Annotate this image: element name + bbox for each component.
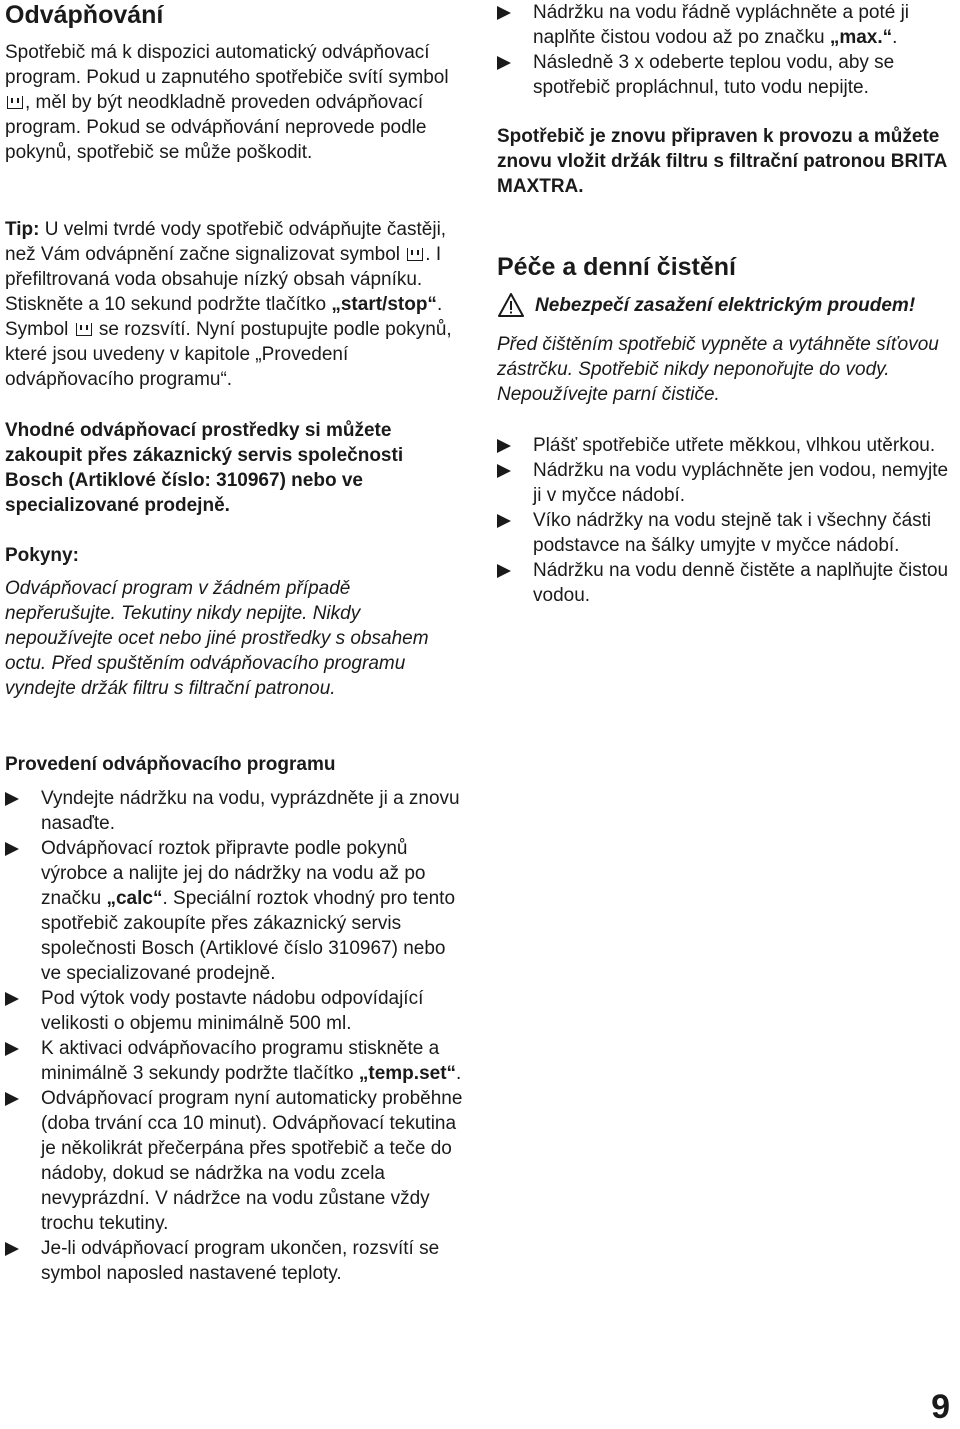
list-item [497, 433, 955, 458]
section-title-descaling: Odvápňování [5, 1, 164, 29]
warning-triangle-icon [497, 292, 525, 318]
notes-text: Odvápňovací program v žádném případě nepřerušujte. Tekutiny nikdy nepijte. Nikdy nepoužívejte ocet nebo jiné prostředky s obsahem octu. Před spuštěním odvápňovacího programu vyndejte držák filtru s filtrační patronou. [5, 578, 429, 699]
section-title-care: Péče a denní čistění [497, 253, 736, 281]
rinse-steps-list [497, 0, 955, 100]
descale-symbol-icon [407, 248, 423, 261]
arrow-bullet-icon [497, 439, 511, 453]
arrow-bullet-icon [5, 1042, 19, 1056]
arrow-bullet-icon [5, 1242, 19, 1256]
list-item [497, 0, 955, 50]
program-steps-list [5, 786, 465, 1286]
ready-paragraph: Spotřebič je znovu připraven k provozu a můžete znovu vložit držák filtru s filtrační patronou BRITA MAXTRA. [497, 126, 947, 197]
arrow-bullet-icon [497, 464, 511, 478]
step-text: Nádržku na vodu řádně vypláchněte a poté ji naplňte čistou vodou až po značku [533, 2, 910, 48]
tip-text-1: U velmi tvrdé vody spotřebič odvápňujte častěji, než Vám odvápnění začne signalizovat symbol [5, 219, 447, 265]
list-item [497, 508, 955, 558]
page-number: 9 [931, 1388, 950, 1426]
step-text: Nádržku na vodu denně čistěte a naplňujte čistou vodou. [533, 560, 949, 606]
step-text: Je-li odvápňovací program ukončen, rozsvítí se symbol naposled nastavené teploty. [41, 1238, 440, 1284]
step-text: Víko nádržky na vodu stejně tak i všechny části podstavce na šálky umyjte v myčce nádobí. [533, 510, 932, 556]
intro-text-1: Spotřebič má k dispozici automatický odvápňovací program. Pokud u zapnutého spotřebiče svítí symbol [5, 42, 449, 88]
tip-text-3: . Symbol [5, 294, 443, 340]
intro-text-2: , měl by být neodkladně proveden odvápňovací program. Pokud se odvápňování neprovede podle pokynů, spotřebič se může poškodit. [5, 92, 427, 163]
warning-text: Před čištěním spotřebič vypněte a vytáhněte síťovou zástrčku. Spotřebič nikdy neponořujte do vody. Nepoužívejte parní čističe. [497, 334, 939, 405]
max-mark-name: „max.“ [829, 27, 893, 48]
step-text: K aktivaci odvápňovacího programu stiskněte a minimálně 3 sekundy podržte tlačítko [41, 1038, 440, 1084]
list-item [497, 558, 955, 608]
arrow-bullet-icon [497, 514, 511, 528]
step-text: . [456, 1063, 462, 1084]
arrow-bullet-icon [497, 56, 511, 70]
step-text: Vyndejte nádržku na vodu, vyprázdněte ji a znovu nasaďte. [41, 788, 460, 834]
list-item [5, 986, 465, 1036]
arrow-bullet-icon [497, 564, 511, 578]
step-text: Pod výtok vody postavte nádobu odpovídající velikosti o objemu minimálně 500 ml. [41, 988, 424, 1034]
calc-mark-name: „calc“ [106, 888, 163, 909]
step-text: . Speciální roztok vhodný pro tento spotřebič zakoupíte přes zákaznický servis společnosti Bosch (Artiklové číslo 310967) nebo ve specializované prodejně. [41, 888, 456, 984]
intro-paragraph [5, 40, 465, 165]
step-text: Plášť spotřebiče utřete měkkou, vlhkou utěrkou. [533, 435, 936, 456]
step-text: Odvápňovací program nyní automaticky proběhne (doba trvání cca 10 minut). Odvápňovací tekutina je několikrát přečerpána přes spotřebič a teče do nádoby, dokud se nádržka na vodu zcela nevyprázdní. V nádržce na vodu zůstane vždy trochu tekutiny. [41, 1088, 463, 1234]
descale-symbol-icon [7, 96, 23, 109]
tip-label: Tip: [5, 219, 40, 240]
step-text: Nádržku na vodu vypláchněte jen vodou, nemyjte ji v myčce nádobí. [533, 460, 949, 506]
descale-symbol-icon [76, 323, 92, 336]
arrow-bullet-icon [5, 792, 19, 806]
list-item [5, 1086, 465, 1236]
warning-heading: Nebezpečí zasažení elektrickým proudem! [535, 294, 916, 316]
step-text: Odvápňovací roztok připravte podle pokynů výrobce a nalijte jej do nádržky na vodu až po značku [41, 838, 426, 909]
care-steps-list [497, 433, 955, 608]
arrow-bullet-icon [5, 1092, 19, 1106]
step-text: . [892, 27, 898, 48]
arrow-bullet-icon [5, 842, 19, 856]
tip-paragraph [5, 217, 465, 392]
notes-heading: Pokyny: [5, 545, 79, 566]
tip-text-2: . I přefiltrovaná voda obsahuje nízký obsah vápníku. Stiskněte a 10 sekund podržte tlačítko [5, 244, 442, 315]
arrow-bullet-icon [497, 6, 511, 20]
tip-text-4: se rozsvítí. Nyní postupujte podle pokynů, které jsou uvedeny v kapitole „Provedení odvápňovacího programu“. [5, 319, 452, 390]
list-item [5, 1236, 465, 1286]
arrow-bullet-icon [5, 992, 19, 1006]
list-item [497, 458, 955, 508]
purchase-paragraph: Vhodné odvápňovací prostředky si můžete zakoupit přes zákaznický servis společnosti Bosch (Artiklové číslo: 310967) nebo ve specializované prodejně. [5, 420, 404, 516]
list-item [5, 786, 465, 836]
list-item [497, 50, 955, 100]
step-text: Následně 3 x odeberte teplou vodu, aby se spotřebič propláchnul, tuto vodu nepijte. [533, 52, 895, 98]
list-item [5, 1036, 465, 1086]
start-stop-button-name: „start/stop“ [331, 294, 437, 315]
temp-set-button-name: „temp.set“ [358, 1063, 457, 1084]
program-heading: Provedení odvápňovacího programu [5, 754, 336, 775]
warning-row [497, 292, 955, 318]
list-item [5, 836, 465, 986]
